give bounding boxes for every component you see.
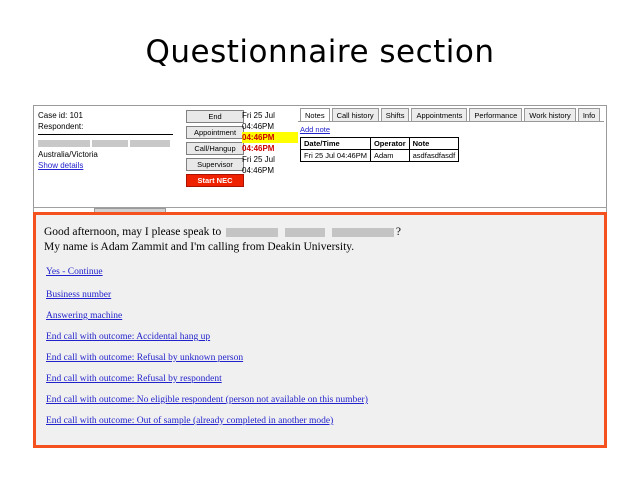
redaction-block	[332, 228, 394, 237]
table-row[interactable]	[301, 150, 459, 162]
redaction-block	[130, 140, 170, 147]
supervisor-button[interactable]: Supervisor	[186, 158, 244, 171]
notes-panel	[298, 108, 604, 210]
case-id-label: Case id: 101	[38, 111, 83, 120]
option-no-eligible-respondent[interactable]: End call with outcome: No eligible respondent (person not available on this number)	[46, 395, 368, 405]
respondent-name-redacted	[38, 138, 178, 149]
tab-work-history[interactable]: Work history	[524, 108, 576, 121]
call-info-panel	[38, 110, 178, 171]
tab-info[interactable]: Info	[578, 108, 601, 121]
tab-notes[interactable]: Notes	[300, 108, 330, 121]
column-header-datetime: Date/Time	[301, 138, 371, 150]
column-header-note: Note	[409, 138, 459, 150]
divider	[38, 134, 173, 135]
redaction-block	[92, 140, 128, 147]
appointment-button[interactable]: Appointment	[186, 126, 244, 139]
greeting-line	[44, 225, 596, 240]
respondent-label: Respondent:	[38, 122, 84, 131]
notes-table	[300, 137, 459, 162]
option-answering-machine[interactable]: Answering machine	[46, 311, 123, 321]
application-window	[33, 105, 607, 213]
add-note-link[interactable]: Add note	[300, 125, 331, 134]
end-button[interactable]: End	[186, 110, 244, 123]
tab-shifts[interactable]: Shifts	[381, 108, 410, 121]
tab-call-history[interactable]: Call history	[332, 108, 379, 121]
redaction-block	[226, 228, 278, 237]
tab-strip	[298, 108, 604, 122]
intro-line: My name is Adam Zammit and I'm calling from Deakin University.	[44, 241, 355, 253]
current-date: Fri 25 Jul	[242, 111, 275, 120]
option-out-of-sample[interactable]: End call with outcome: Out of sample (already completed in another mode)	[46, 416, 334, 426]
table-header-row	[301, 138, 459, 150]
option-refusal-unknown-person[interactable]: End call with outcome: Refusal by unknown person	[46, 353, 244, 363]
tab-performance[interactable]: Performance	[469, 108, 522, 121]
questionnaire-script-panel	[33, 212, 607, 448]
tab-appointments[interactable]: Appointments	[411, 108, 467, 121]
column-header-operator: Operator	[370, 138, 409, 150]
option-refusal-by-respondent[interactable]: End call with outcome: Refusal by respondent	[46, 374, 222, 384]
redaction-block	[38, 140, 90, 147]
greeting-suffix: ?	[395, 226, 401, 238]
page-title: Questionnaire section	[145, 34, 495, 70]
show-details-link[interactable]: Show details	[38, 161, 84, 170]
alert-time: 04:46PM	[242, 144, 275, 153]
current-time: 04:46PM	[242, 122, 275, 131]
highlighted-time: 04:46PM	[242, 132, 298, 143]
response-option-list	[44, 267, 596, 426]
region-label: Australia/Victoria	[38, 150, 98, 159]
bottom-date: Fri 25 Jul	[242, 155, 275, 164]
option-accidental-hangup[interactable]: End call with outcome: Accidental hang up	[46, 332, 211, 342]
start-nec-button[interactable]: Start NEC	[186, 174, 244, 187]
greeting-text: Good afternoon, may I please speak to	[44, 226, 222, 238]
redaction-block	[285, 228, 325, 237]
time-column	[242, 110, 298, 176]
bottom-time: 04:46PM	[242, 166, 275, 175]
option-yes-continue[interactable]: Yes - Continue	[46, 267, 103, 277]
cell-datetime: Fri 25 Jul 04:46PM	[301, 150, 371, 162]
call-hangup-button[interactable]: Call/Hangup	[186, 142, 244, 155]
option-business-number[interactable]: Business number	[46, 290, 112, 300]
action-button-stack	[186, 110, 244, 190]
cell-operator: Adam	[370, 150, 409, 162]
cell-note: asdfasdfasdf	[409, 150, 459, 162]
